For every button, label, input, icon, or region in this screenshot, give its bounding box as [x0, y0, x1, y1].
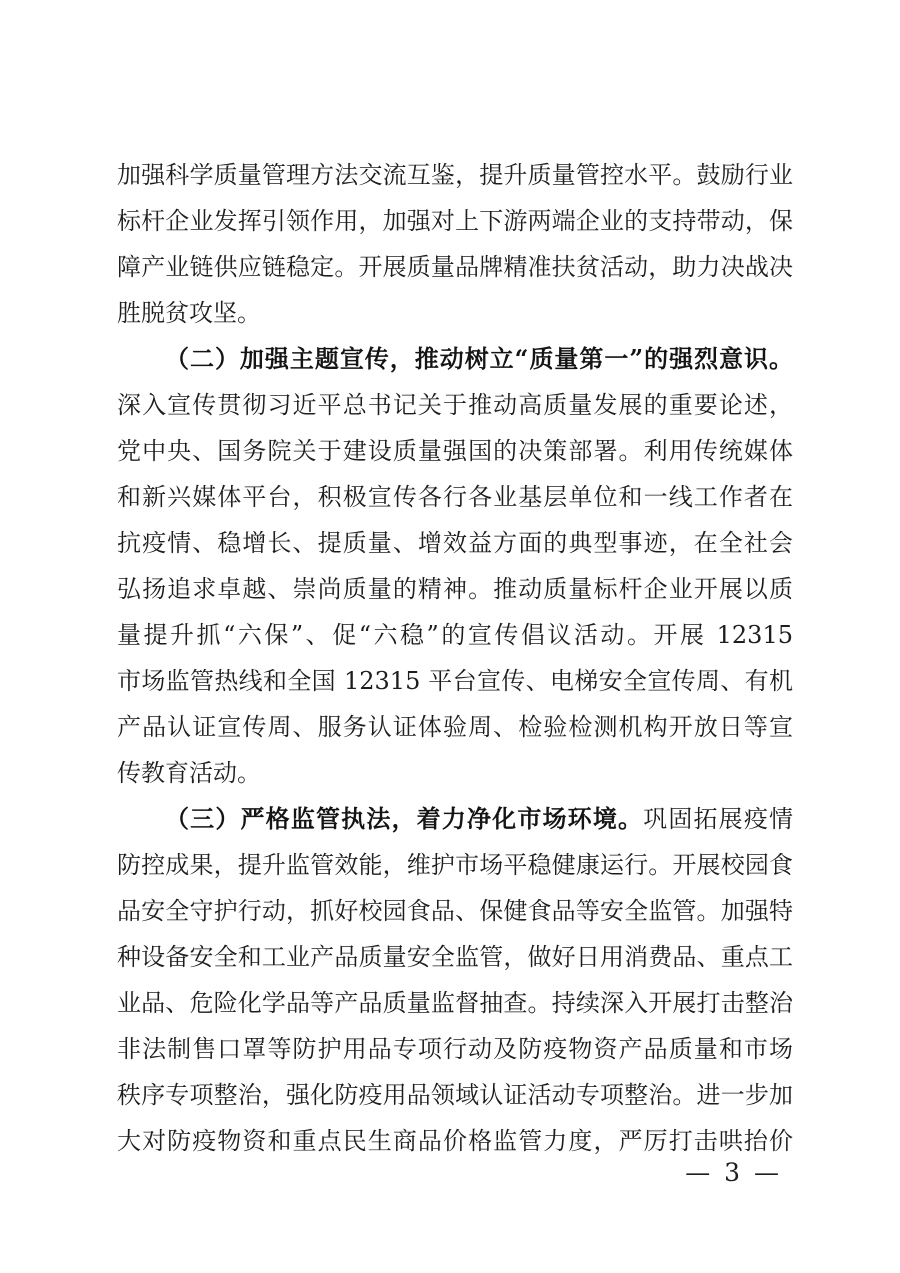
document-line [117, 1072, 793, 1118]
line-text: 品安全守护行动，抓好校园食品、保健食品等安全监管。加强特 [117, 897, 793, 925]
document-line [117, 842, 793, 888]
document-line [117, 198, 793, 244]
line-text: 传教育活动。 [117, 759, 261, 787]
document-line [117, 152, 793, 198]
document-line [117, 612, 793, 658]
line-text: 抗疫情、稳增长、提质量、增效益方面的典型事迹，在全社会 [117, 529, 793, 557]
line-text: 弘扬追求卓越、崇尚质量的精神。推动质量标杆企业开展以质 [117, 575, 793, 603]
document-line [117, 750, 793, 796]
document-line [117, 934, 793, 980]
document-line [117, 1026, 793, 1072]
document-line [117, 566, 793, 612]
line-text: 和新兴媒体平台，积极宣传各行各业基层单位和一线工作者在 [117, 483, 793, 511]
line-text: 秩序专项整治，强化防疫用品领域认证活动专项整治。进一步加 [117, 1081, 793, 1109]
page-number: — 3 — [685, 1158, 782, 1187]
section-heading: （二）加强主题宣传，推动树立“质量第一”的强烈意识。 [165, 344, 793, 373]
document-line [117, 888, 793, 934]
line-text: 非法制售口罩等防护用品专项行动及防疫物资产品质量和市场 [117, 1035, 793, 1063]
document-line [117, 382, 793, 428]
line-text: 标杆企业发挥引领作用，加强对上下游两端企业的支持带动，保 [117, 207, 793, 235]
document-line [117, 336, 793, 382]
document-line [117, 474, 793, 520]
line-text: 市场监管热线和全国 12315 平台宣传、电梯安全宣传周、有机 [117, 667, 793, 695]
line-text: 业品、危险化学品等产品质量监督抽查。持续深入开展打击整治 [117, 989, 793, 1017]
document-line [117, 796, 793, 842]
document-line [117, 658, 793, 704]
line-text: 大对防疫物资和重点民生商品价格监管力度，严厉打击哄抬价 [117, 1127, 793, 1155]
document-line [117, 980, 793, 1026]
document-line [117, 290, 793, 336]
document-line [117, 244, 793, 290]
document-line [117, 428, 793, 474]
section-heading: （三）严格监管执法，着力净化市场环境。 [165, 804, 644, 833]
line-text: 深入宣传贯彻习近平总书记关于推动高质量发展的重要论述， [117, 391, 793, 419]
line-text: 巩固拓展疫情 [643, 805, 793, 833]
document-line [117, 704, 793, 750]
line-text: 加强科学质量管理方法交流互鉴，提升质量管控水平。鼓励行业 [117, 161, 793, 189]
document-line [117, 520, 793, 566]
line-text: 障产业链供应链稳定。开展质量品牌精准扶贫活动，助力决战决 [117, 253, 793, 281]
document-body [117, 152, 793, 1164]
line-text: 种设备安全和工业产品质量安全监管，做好日用消费品、重点工 [117, 943, 793, 971]
line-text: 胜脱贫攻坚。 [117, 299, 261, 327]
line-text: 产品认证宣传周、服务认证体验周、检验检测机构开放日等宣 [117, 713, 793, 741]
line-text: 量提升抓“六保”、促“六稳”的宣传倡议活动。开展 12315 [117, 621, 793, 649]
line-text: 防控成果，提升监管效能，维护市场平稳健康运行。开展校园食 [117, 851, 793, 879]
line-text: 党中央、国务院关于建设质量强国的决策部署。利用传统媒体 [117, 437, 793, 465]
